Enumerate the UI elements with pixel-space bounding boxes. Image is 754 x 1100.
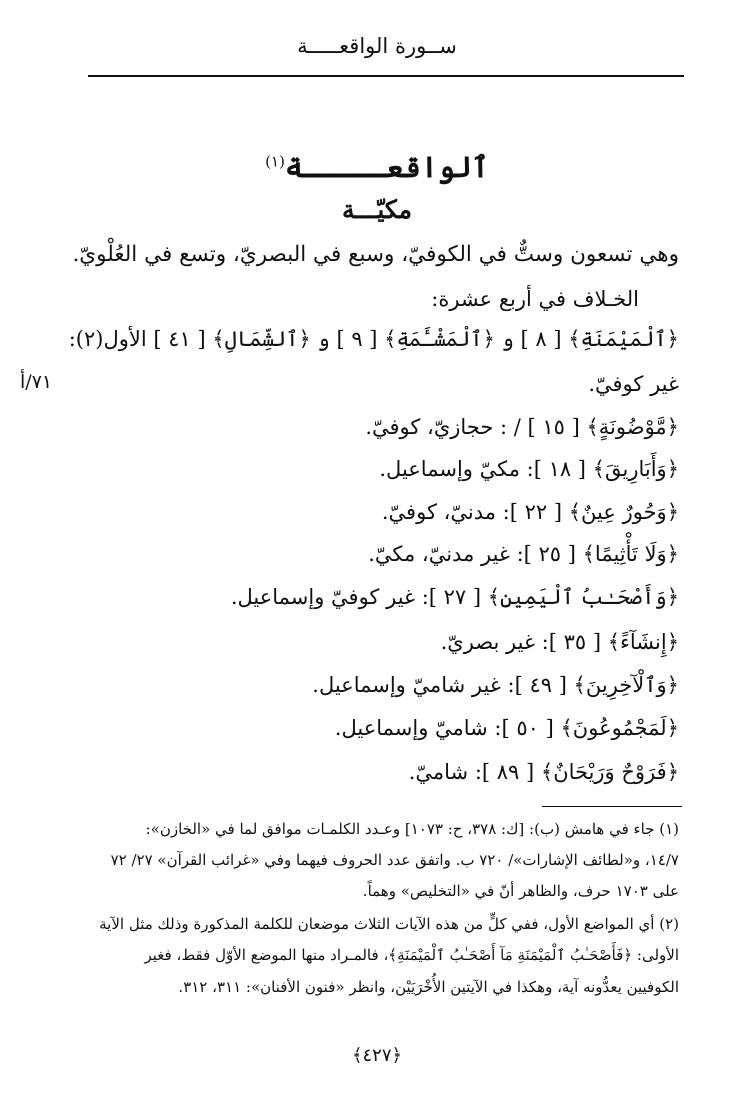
verse-count-line: وهي تسعون وستٌّ في الكوفيّ، وسبع في البصريّ، وتسع في العُلْويّ.	[72, 242, 679, 267]
disagreement-line-8: ﴿إِنشَآءً﴾ [ ٣٥ ]: غير بصريّ.	[440, 630, 679, 654]
disagreement-line-10: ﴿لَمَجْمُوعُونَ﴾ [ ٥٠ ]: شاميّ وإسماعيل.	[334, 716, 679, 740]
disagreement-line-9: ﴿وَٱلْآخِرِينَ﴾ [ ٤٩ ]: غير شاميّ وإسماعيل.	[312, 673, 679, 697]
manuscript-folio-note: ٧١/أ	[20, 371, 53, 393]
footnote-1-line-2: ١٤/٧، و«لطائف الإشارات»/ ٧٢٠ ب. واتفق عدد الحروف فيهما وفي «غرائب القرآن» ٢٧/ ٧٢	[110, 851, 679, 869]
surah-name-text: ٱلواقعـــــة	[284, 150, 489, 184]
footnote-2-line-2: الأولى: ﴿فَأَصْحَـٰبُ ٱلْمَيْمَنَةِ مَآ أَصْحَـٰبُ ٱلْمَيْمَنَةِ﴾، فالمـراد منها الموضع الأوّل فقط، فغير	[144, 946, 679, 964]
disagreement-intro: الخـلاف في أربع عشرة:	[431, 287, 639, 311]
surah-type: مكيّـــة	[341, 195, 413, 224]
running-header: ســورة الواقعـــــة	[297, 34, 457, 58]
disagreement-line-7: ﴿وَأَصْحَـٰبُ ٱلْيَمِينِ﴾ [ ٢٧ ]: غير كوفيّ وإسماعيل.	[230, 585, 679, 609]
disagreement-line-5: ﴿وَحُورٌ عِينٌ﴾ [ ٢٢ ]: مدنيّ، كوفيّ.	[381, 500, 679, 524]
surah-title	[0, 150, 754, 184]
footnote-2-line-3: الكوفيين يعدُّونه آية، وهكذا في الآيتين الأُخْرَيَيْن، وانظر «فنون الأفنان»: ٣١١، ٣١٢.	[178, 978, 679, 996]
footnote-1-line-1: (١) جاء في هامش (ب): [ك: ٣٧٨، ح: ١٠٧٣] وعـدد الكلمـات موافق لما في «الخازن»:	[145, 820, 679, 838]
disagreement-line-6: ﴿وَلَا تَأْثِيمًا﴾ [ ٢٥ ]: غير مدنيّ، مكيّ.	[368, 542, 679, 566]
disagreement-line-4: ﴿وَأَبَارِيقَ﴾ [ ١٨ ]: مكيّ وإسماعيل.	[379, 457, 679, 481]
footnote-1-line-3: على ١٧٠٣ حرف، والظاهر أنّ في «التخليص» وهماً.	[362, 882, 679, 900]
disagreement-line-2: غير كوفيّ.	[588, 372, 679, 396]
header-rule	[88, 75, 684, 77]
footnote-2-line-1: (٢) أي المواضع الأول، ففي كلٍّ من هذه الآيات الثلاث موضعان للكلمة المذكورة وذلك مثل الآية	[99, 915, 679, 933]
disagreement-line-11: ﴿فَرَوْحٌ وَرَيْحَانٌ﴾ [ ٨٩ ]: شاميّ.	[408, 760, 679, 784]
footnote-rule	[542, 806, 682, 807]
page-number: ﴿٤٢٧﴾	[351, 1045, 403, 1066]
disagreement-line-1: ﴿ٱلْمَيْمَنَةِ﴾ [ ٨ ] و ﴿ٱلْمَشْـَٔمَةِ﴾ [ ٩ ] و ﴿ٱلشِّمَالِ﴾ [ ٤١ ] الأول(٢):	[68, 327, 679, 351]
disagreement-line-3: ﴿مَّوْضُونَةٍ﴾ [ ١٥ ] / : حجازيّ، كوفيّ.	[365, 415, 679, 439]
surah-footnote-ref: (١)	[265, 152, 285, 171]
